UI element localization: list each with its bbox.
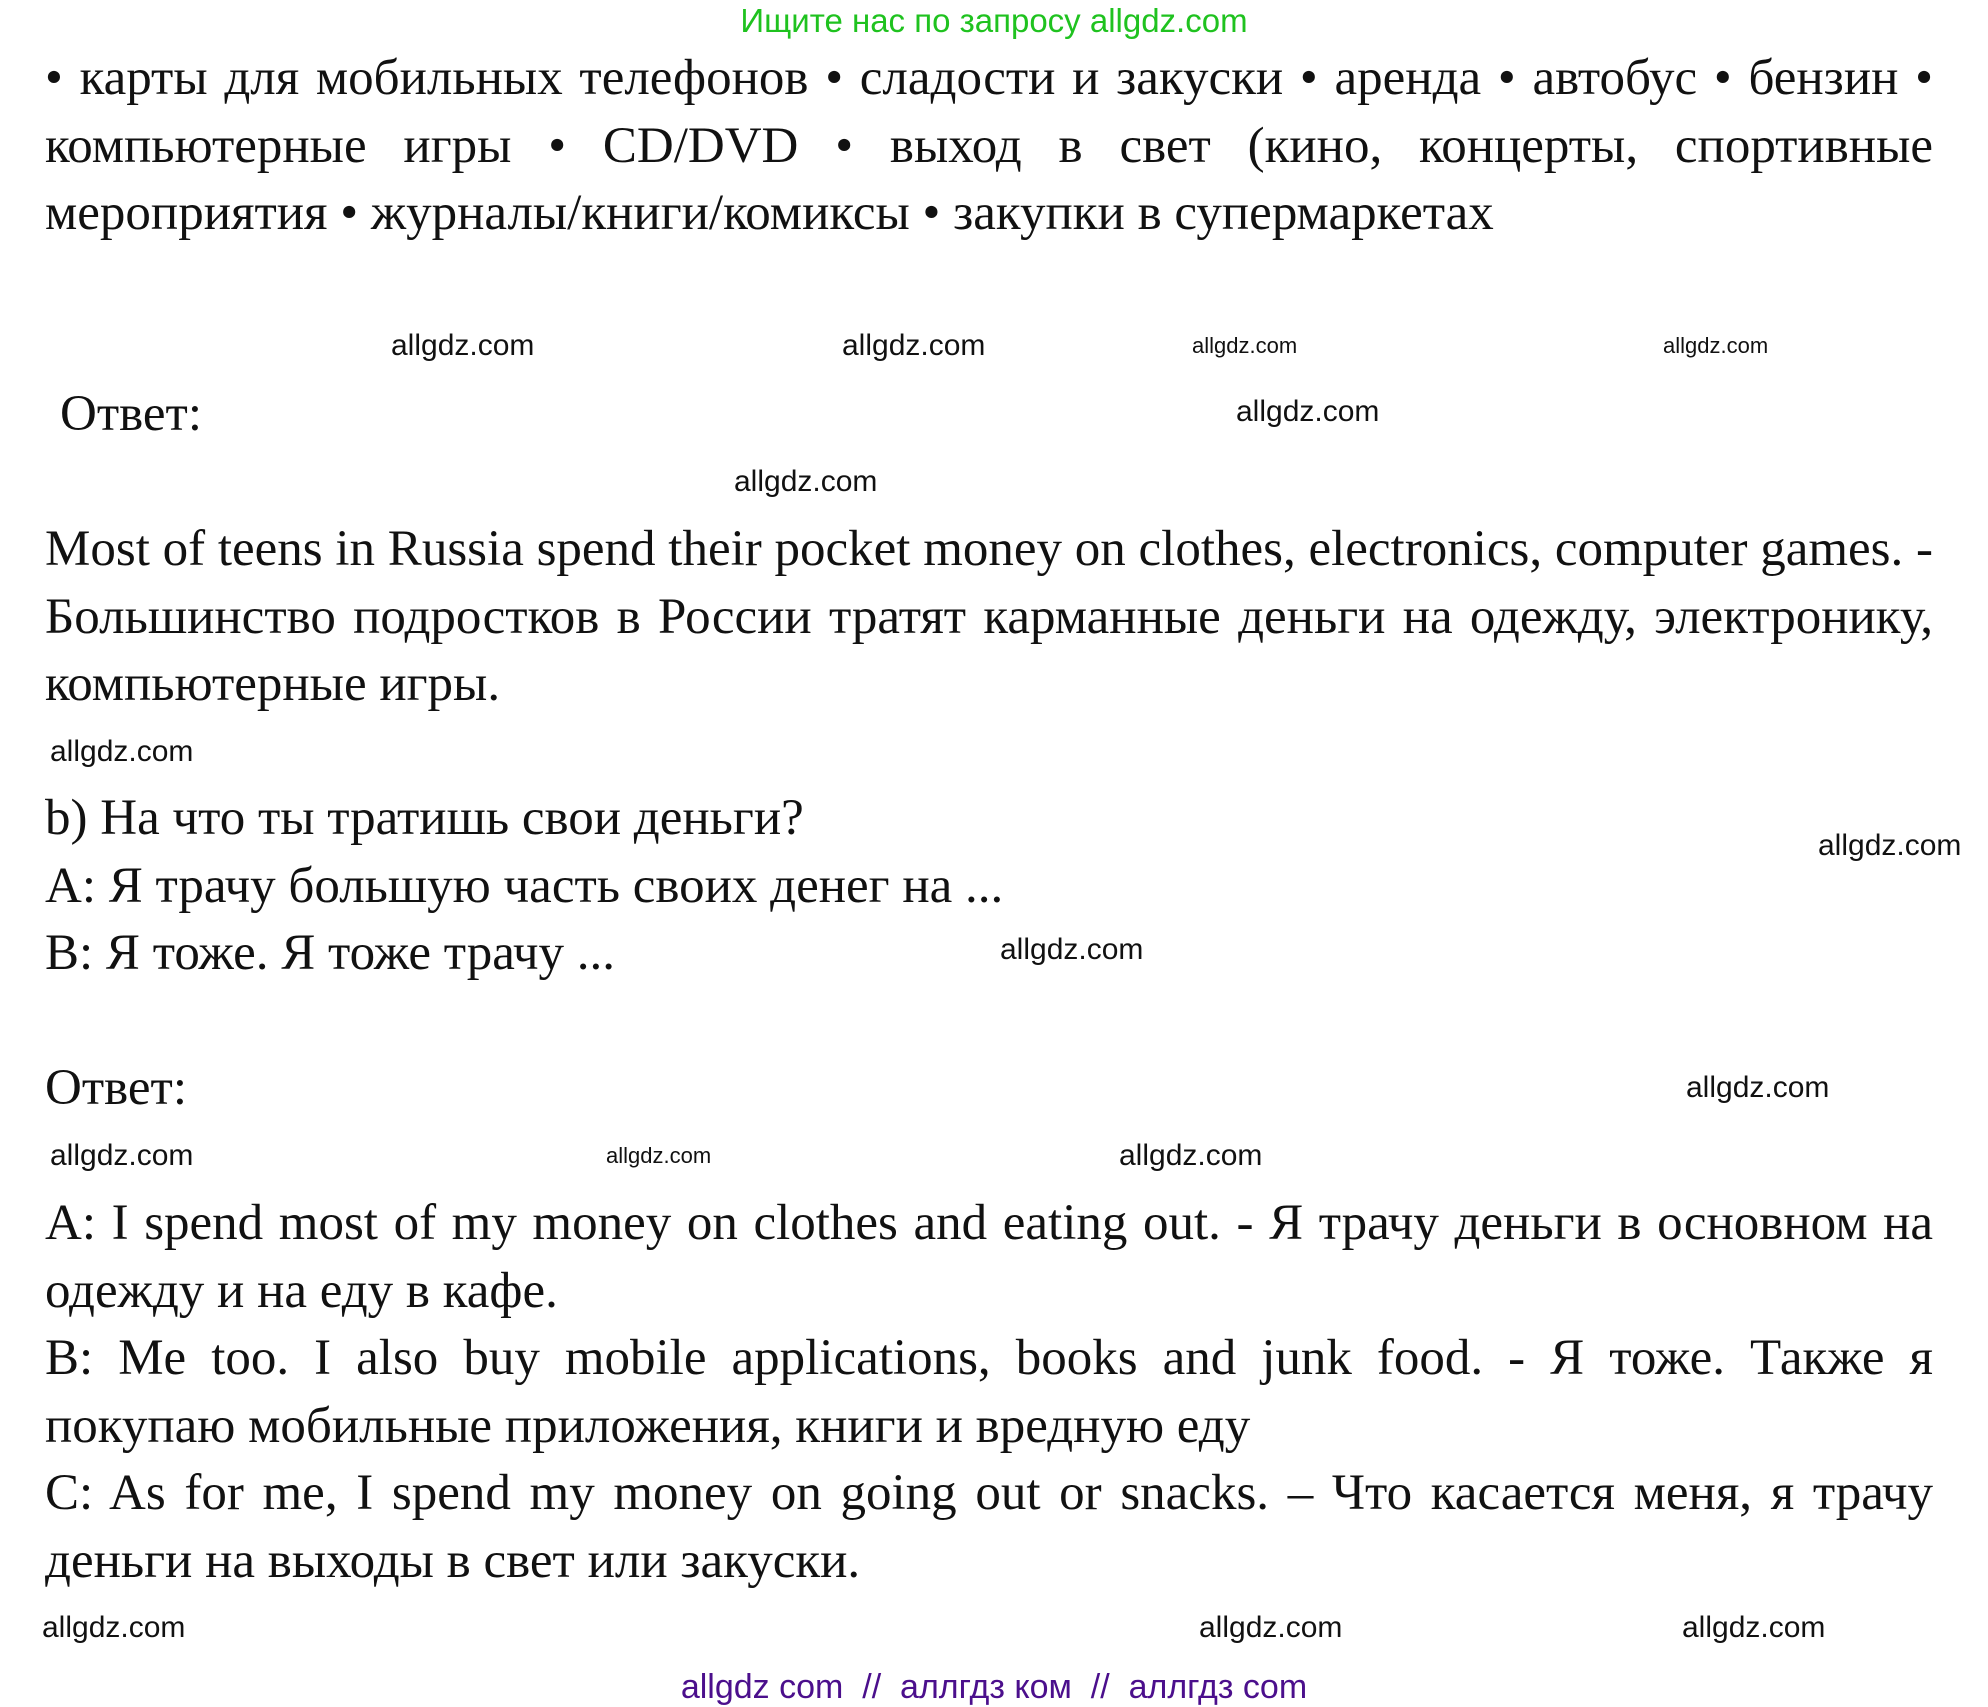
watermark: allgdz.com (606, 1143, 712, 1168)
watermark: allgdz.com (391, 329, 535, 362)
watermark: allgdz.com (1192, 333, 1298, 358)
answer-label: Ответ: (60, 386, 202, 442)
answer-text: Most of teens in Russia spend their pocket money on clothes, electronics, computer games. - Большинство подростков в России тратят карманные деньги на одежду, электронику, компьютерные игры. (45, 521, 1933, 712)
watermark: allgdz.com (1818, 829, 1962, 862)
watermark: allgdz.com (50, 1139, 194, 1172)
dialogue-line-c: C: As for me, I spend my money on going out or snacks. – Что касается меня, я трачу деньги на выходы в свет или закуски. (45, 1465, 1933, 1589)
task-b-line-b: B: Я тоже. Я тоже трачу ... (45, 925, 615, 981)
watermark: allgdz.com (1686, 1071, 1830, 1104)
task-b (45, 785, 1003, 988)
watermark: allgdz.com (50, 735, 194, 768)
task-b-question: b) На что ты тратишь свои деньги? (45, 790, 804, 846)
watermark: allgdz.com (734, 465, 878, 498)
watermark: allgdz.com (842, 329, 986, 362)
watermark: allgdz.com (1000, 933, 1144, 966)
watermark: allgdz.com (1119, 1139, 1263, 1172)
dialogue-line-a: A: I spend most of my money on clothes and eating out. - Я трачу деньги в основном на одежду и на еду в кафе. (45, 1195, 1933, 1319)
watermark: allgdz.com (1682, 1611, 1826, 1644)
watermark: allgdz.com (1236, 395, 1380, 428)
spending-categories-list: • карты для мобильных телефонов • сладости и закуски • аренда • автобус • бензин • компьютерные игры • CD/DVD • выход в свет (кино, концерты, спортивные мероприятия • журналы/книги/комиксы • закупки в супермаркетах (45, 50, 1933, 241)
answer-label-2: Ответ: (45, 1060, 187, 1116)
search-hint-banner: Ищите нас по запросу allgdz.com (740, 2, 1248, 39)
task-b-line-a: A: Я трачу большую часть своих денег на ... (45, 857, 1004, 914)
footer-site-names: allgdz com // аллгдз ком // аллгдз com (680, 1668, 1308, 1706)
watermark: allgdz.com (1663, 333, 1769, 358)
watermark: allgdz.com (1199, 1611, 1343, 1644)
watermark: allgdz.com (42, 1611, 186, 1644)
dialogue-line-b: B: Me too. I also buy mobile applications, books and junk food. - Я тоже. Также я покупаю мобильные приложения, книги и вредную еду (45, 1330, 1933, 1454)
dialogue-answer (45, 1190, 1933, 1595)
